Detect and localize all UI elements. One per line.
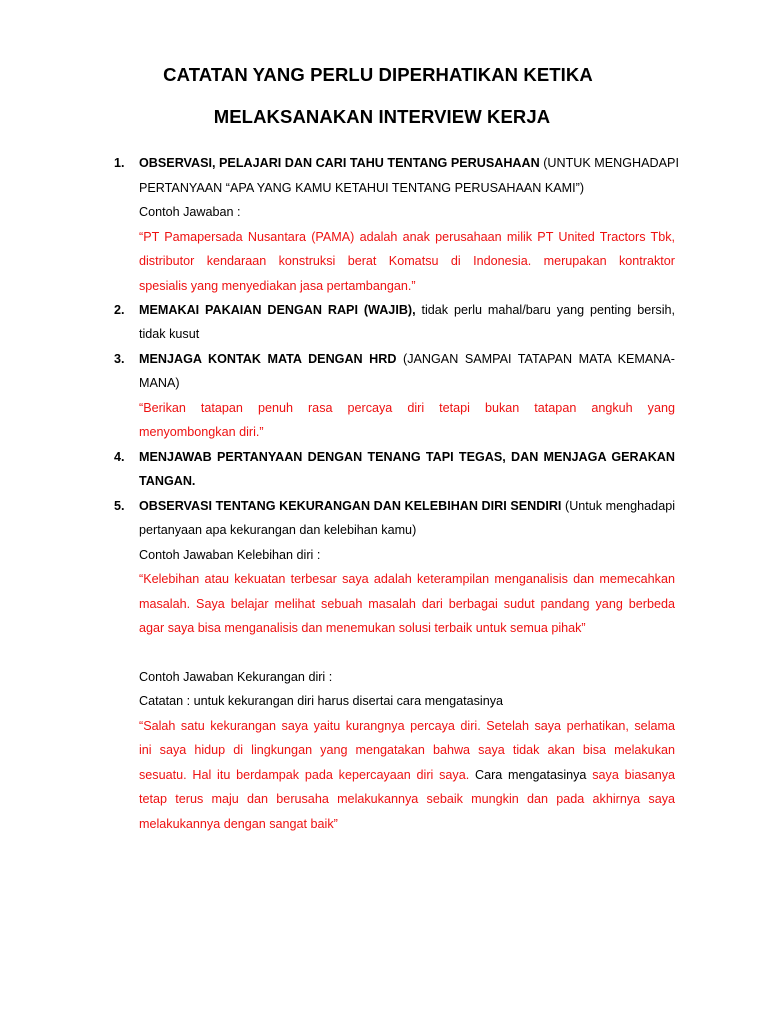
item-3-heading <box>139 351 675 367</box>
item-2-heading-rest: tidak perlu mahal/baru yang penting bersih, <box>415 303 675 317</box>
item-2-heading <box>139 302 675 318</box>
item-1-heading-line-2: PERTANYAAN “APA YANG KAMU KETAHUI TENTANG PERUSAHAAN KAMI”) <box>139 181 585 195</box>
item-number-4: 4. <box>114 450 125 464</box>
item-3-answer-line: menyombongkan diri.” <box>139 425 264 439</box>
item-3-heading-rest: (JANGAN SAMPAI TATAPAN MATA KEMANA- <box>396 352 675 366</box>
item-5-note: Catatan : untuk kekurangan diri harus disertai cara mengatasinya <box>139 694 504 708</box>
item-5-answer2-label: Contoh Jawaban Kekurangan diri : <box>139 670 333 684</box>
item-3-heading-line-2: MANA) <box>139 376 180 390</box>
item-5-answer2-line-3-red-2: saya biasanya <box>586 768 675 782</box>
item-number-3: 3. <box>114 352 125 366</box>
item-5-answer-line: “Kelebihan atau kekuatan terbesar saya adalah keterampilan menganalisis dan memecahkan <box>139 572 675 586</box>
item-4-heading: MENJAWAB PERTANYAAN DENGAN TENANG TAPI TEGAS, DAN MENJAGA GERAKAN <box>139 450 675 464</box>
item-5-heading <box>139 498 675 514</box>
item-1-answer-line: spesialis yang menyediakan jasa pertambangan.” <box>139 279 416 293</box>
item-1-heading <box>139 155 679 171</box>
item-number-2: 2. <box>114 303 125 317</box>
item-5-answer2-line-5: melakukannya dengan sangat baik” <box>139 817 338 831</box>
item-5-heading-rest: (Untuk menghadapi <box>561 499 675 513</box>
item-3-answer-line: “Berikan tatapan penuh rasa percaya diri tetapi bukan tatapan angkuh yang <box>139 401 675 415</box>
item-1-answer-line: distributor kendaraan konstruksi berat Komatsu di Indonesia. merupakan kontraktor <box>139 254 675 268</box>
item-5-answer2-line-3-black: Cara mengatasinya <box>469 768 587 782</box>
document-title-line-1: CATATAN YANG PERLU DIPERHATIKAN KETIKA <box>163 64 593 85</box>
item-1-answer-label: Contoh Jawaban : <box>139 205 241 219</box>
item-5-heading-line-2: pertanyaan apa kekurangan dan kelebihan kamu) <box>139 523 417 537</box>
item-3-heading-bold: MENJAGA KONTAK MATA DENGAN HRD <box>139 352 397 366</box>
item-5-answer2-line-3-red: sesuatu. Hal itu berdampak pada kepercayaan diri saya. <box>139 768 470 782</box>
item-1-heading-bold: OBSERVASI, PELAJARI DAN CARI TAHU TENTANG PERUSAHAAN <box>139 156 540 170</box>
item-5-heading-bold: OBSERVASI TENTANG KEKURANGAN DAN KELEBIHAN DIRI SENDIRI <box>139 499 562 513</box>
item-5-answer2-line-3 <box>139 767 675 783</box>
item-1-heading-rest: (UNTUK MENGHADAPI <box>539 156 679 170</box>
item-2-heading-bold: MEMAKAI PAKAIAN DENGAN RAPI (WAJIB), <box>139 303 416 317</box>
item-2-heading-line-2: tidak kusut <box>139 327 200 341</box>
item-5-answer2-line-4: tetap terus maju dan berusaha melakukannya sebaik mungkin dan pada akhirnya saya <box>139 792 675 806</box>
item-number-1: 1. <box>114 156 125 170</box>
item-4-heading-line-2: TANGAN. <box>139 474 196 488</box>
item-5-answer2-line: ini saya hidup di lingkungan yang mengatakan bahwa saya tidak akan bisa melakukan <box>139 743 675 757</box>
item-5-answer-label: Contoh Jawaban Kelebihan diri : <box>139 548 321 562</box>
document-title-line-2: MELAKSANAKAN INTERVIEW KERJA <box>213 106 551 127</box>
item-1-answer-line: “PT Pamapersada Nusantara (PAMA) adalah anak perusahaan milik PT United Tractors Tbk, <box>139 230 675 244</box>
item-5-answer-line: agar saya bisa menganalisis dan menemukan solusi terbaik untuk semua pihak” <box>139 621 586 635</box>
item-5-answer-line: masalah. Saya belajar melihat sebuah masalah dari berbagai sudut pandang yang berbeda <box>139 597 675 611</box>
item-5-answer2-line: “Salah satu kekurangan saya yaitu kurangnya percaya diri. Setelah saya perhatikan, selama <box>139 719 675 733</box>
item-number-5: 5. <box>114 499 125 513</box>
